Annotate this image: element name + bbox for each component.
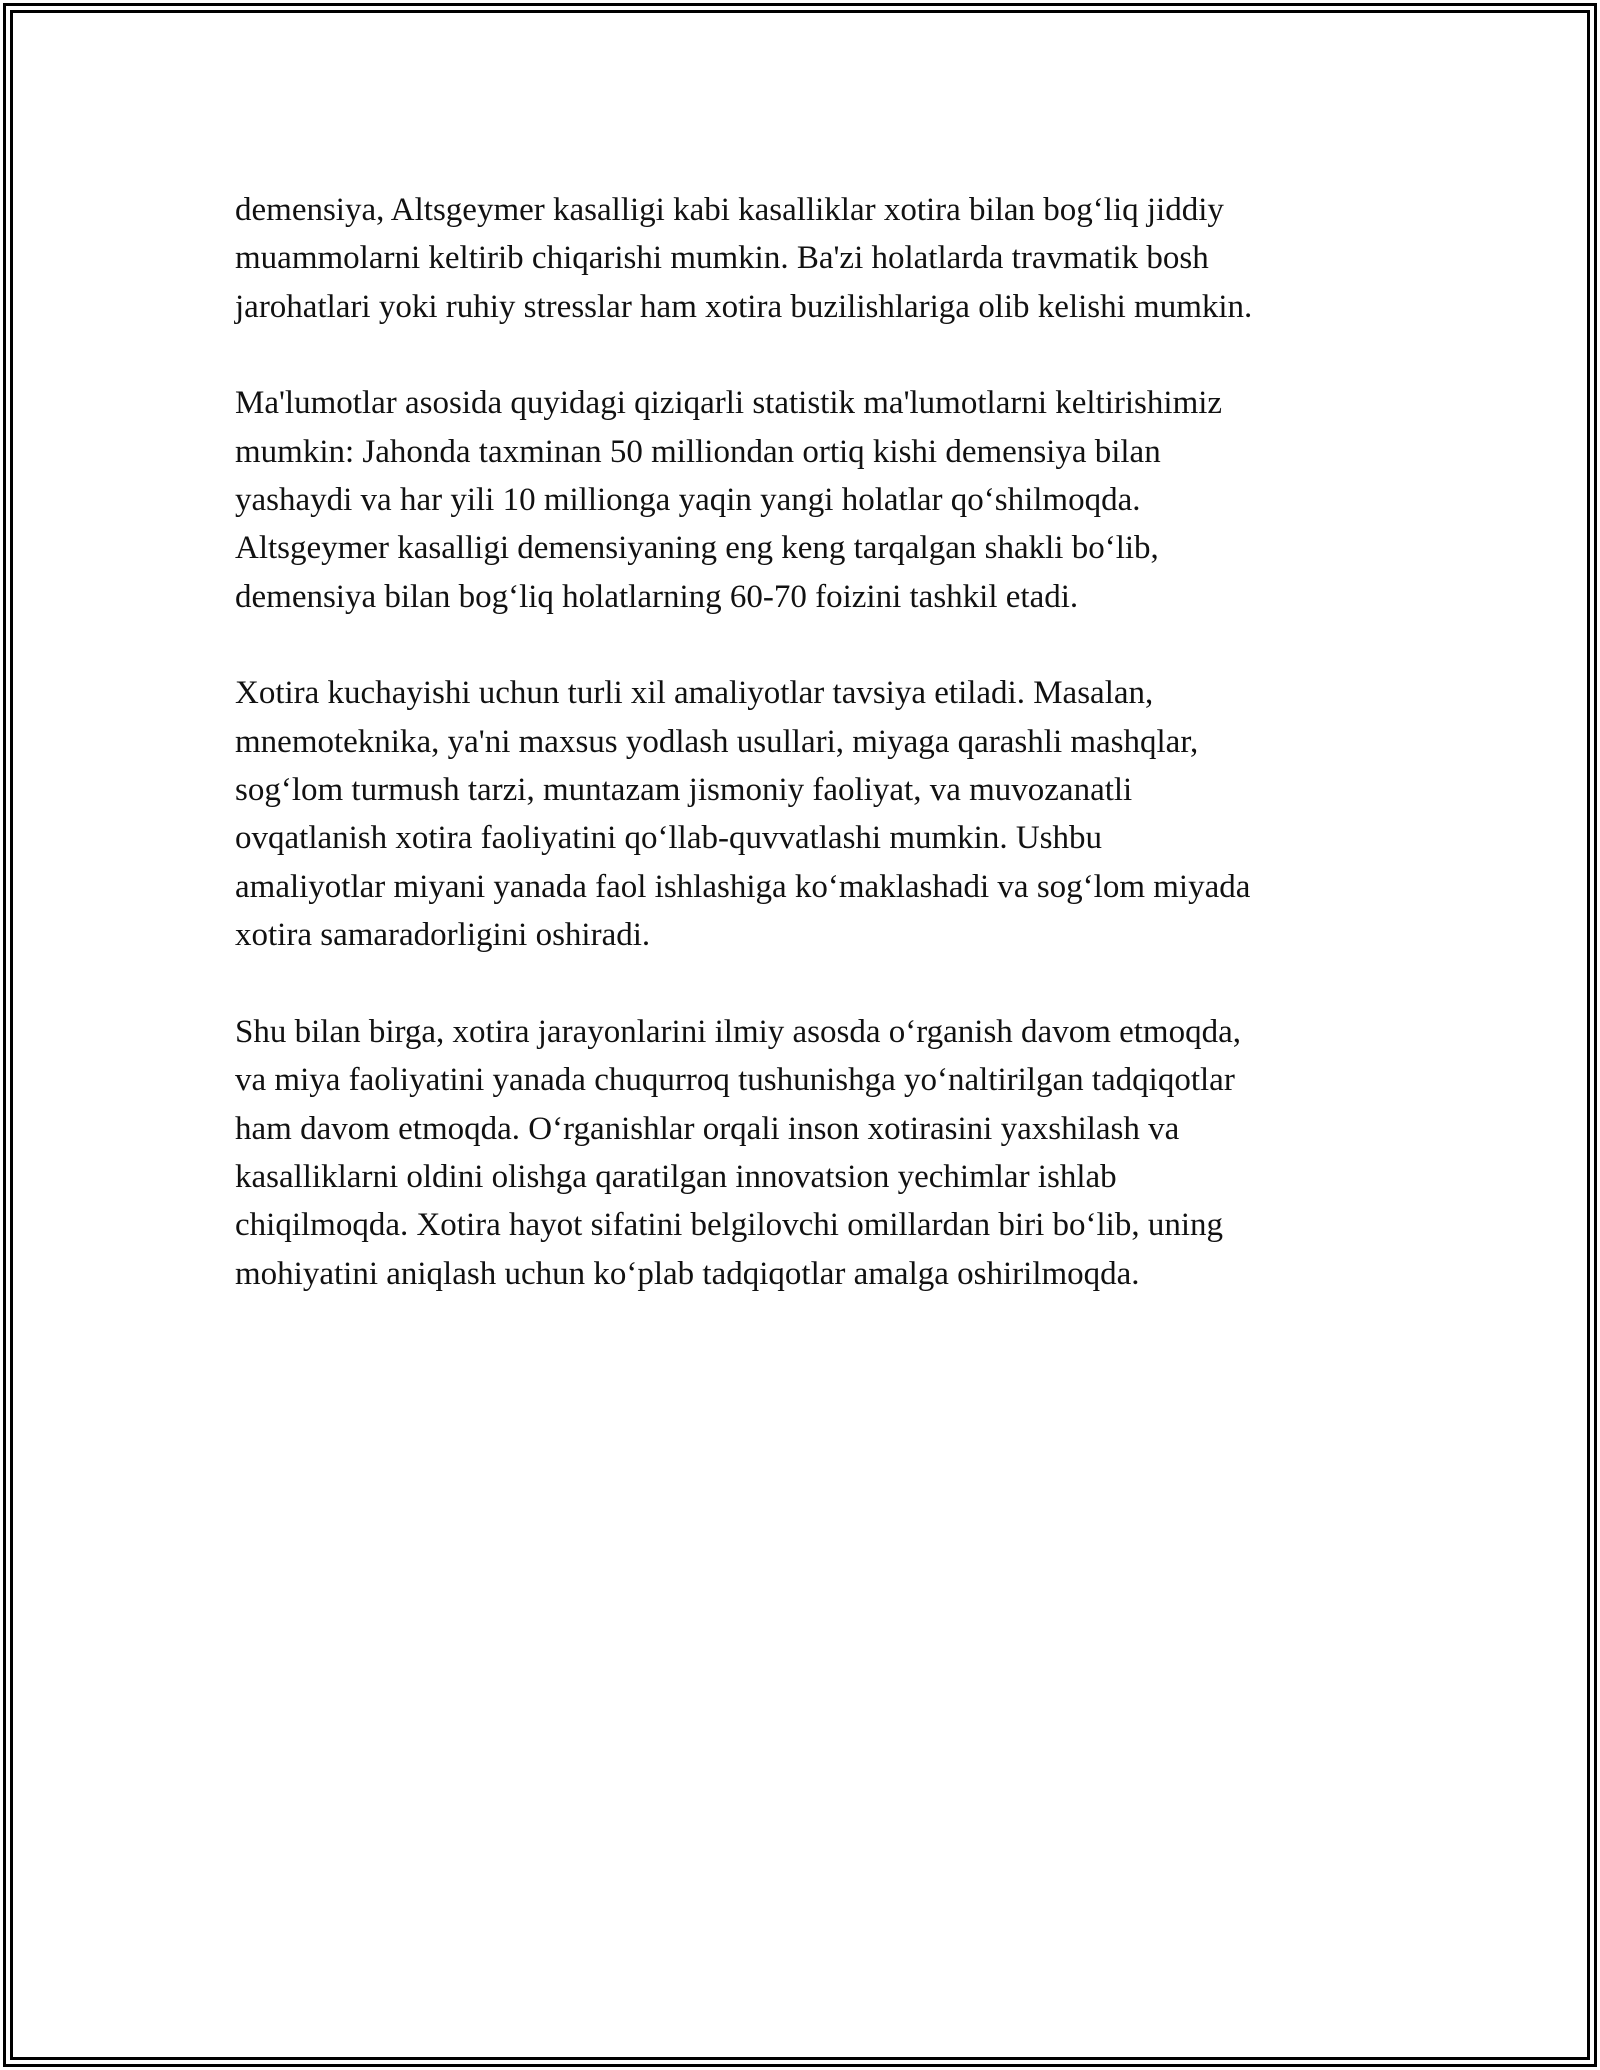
document-body [235, 186, 1395, 1346]
paragraph-memory-practices: Xotira kuchayishi uchun turli xil amaliyotlar tavsiya etiladi. Masalan, mnemoteknika, ya'ni maxsus yodlash usullari, miyaga qarashli mashqlar, sog‘lom turmush tarzi, muntazam jismoniy faoliyat, va muvozanatli ovqatlanish xotira faoliyatini qo‘llab-quvvatlashi mumkin. Ushbu amaliyotlar miyani yanada faol ishlashiga ko‘maklashadi va sog‘lom miyada xotira samaradorligini oshiradi. [235, 675, 1251, 954]
paragraph-statistics: Ma'lumotlar asosida quyidagi qiziqarli statistik ma'lumotlarni keltirishimiz mumkin: Jahonda taxminan 50 milliondan ortiq kishi demensiya bilan yashaydi va har yili 10 millionga yaqin yangi holatlar qo‘shilmoqda. Altsgeymer kasalligi demensiyaning eng keng tarqalgan shakli bo‘lib, demensiya bilan bog‘liq holatlarning 60-70 foizini tashkil etadi. [235, 385, 1223, 615]
paragraph-memory-disorders: demensiya, Altsgeymer kasalligi kabi kasalliklar xotira bilan bog‘liq jiddiy muammolarni keltirib chiqarishi mumkin. Ba'zi holatlarda travmatik bosh jarohatlari yoki ruhiy stresslar ham xotira buzilishlariga olib kelishi mumkin. [235, 192, 1253, 325]
paragraph-research: Shu bilan birga, xotira jarayonlarini ilmiy asosda o‘rganish davom etmoqda, va miya faoliyatini yanada chuqurroq tushunishga yo‘naltirilgan tadqiqotlar ham davom etmoqda. O‘rganishlar orqali inson xotirasini yaxshilash va kasalliklarni oldini olishga qaratilgan innovatsion yechimlar ishlab chiqilmoqda. Xotira hayot sifatini belgilovchi omillardan biri bo‘lib, uning mohiyatini aniqlash uchun ko‘plab tadqiqotlar amalga oshirilmoqda. [235, 1013, 1242, 1292]
